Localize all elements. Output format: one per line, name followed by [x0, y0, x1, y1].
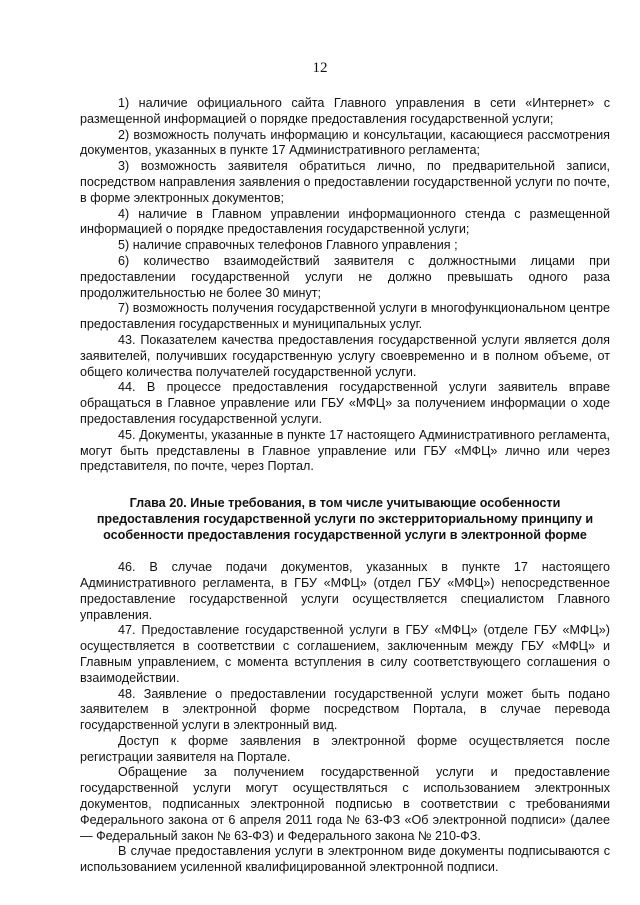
paragraph-item-3: 3) возможность заявителя обратиться лично, по предварительной записи, посредством направления заявления о предоставлении государственной услуги по почте, в форме электронных документов; — [80, 159, 610, 205]
chapter-heading — [80, 495, 610, 543]
paragraph-qualified-signature: В случае предоставления услуги в электронном виде документы подписываются с использованием усиленной квалифицированной электронной подписи. — [80, 844, 610, 875]
paragraph-item-5: 5) наличие справочных телефонов Главного управления ; — [118, 238, 458, 253]
paragraph-item-4: 4) наличие в Главном управлении информационного стенда с размещенной информацией о порядке предоставления государственной услуги; — [80, 206, 610, 237]
paragraph-46: 46. В случае подачи документов, указанных в пункте 17 настоящего Административного регламента, в ГБУ «МФЦ» (отдел ГБУ «МФЦ») непосредственное предоставление государственной услуги осуществляется специалистом Главного управления. — [80, 560, 610, 622]
chapter-heading-line-3: особенности предоставления государственной услуги в электронной форме — [103, 528, 587, 543]
paragraph-item-2: 2) возможность получать информацию и консультации, касающиеся рассмотрения документов, указанных в пункте 17 Административного регламента; — [80, 127, 610, 158]
paragraph-item-7: 7) возможность получения государственной услуги в многофункциональном центре предоставления государственных и муниципальных услуг. — [80, 301, 610, 332]
paragraph-43: 43. Показателем качества предоставления государственной услуги является доля заявителей, получивших государственную услугу своевременно и в полном объеме, от общего количества получателей государственной услуги. — [80, 332, 610, 379]
paragraph-item-6: 6) количество взаимодействий заявителя с должностными лицами при предоставлении государственной услуги не должно превышать одного раза продолжительностью не более 30 минут; — [80, 253, 610, 300]
paragraph-portal-access: Доступ к форме заявления в электронной форме осуществляется после регистрации заявителя на Портале. — [80, 733, 610, 764]
paragraph-47: 47. Предоставление государственной услуги в ГБУ «МФЦ» (отделе ГБУ «МФЦ») осуществляется в соответствии с соглашением, заключенным между ГБУ «МФЦ» и Главным управлением, с момента вступления в силу соответствующего соглашения о взаимодействии. — [80, 623, 610, 685]
paragraph-44: 44. В процессе предоставления государственной услуги заявитель вправе обращаться в Главное управление или ГБУ «МФЦ» за получением информации о ходе предоставления государственной услуги. — [80, 380, 610, 426]
paragraph-electronic-signature: Обращение за получением государственной услуги и предоставление государственной услуги могут осуществляться с использованием электронных документов, подписанных электронной подписью в соответствии с требованиями Федерального закона от 6 апреля 2011 года № 63-ФЗ «Об электронной подписи» (далее — Федеральный закон № 63-ФЗ) и Федерального закона № 210-ФЗ. — [80, 765, 610, 843]
paragraph-item-1: 1) наличие официального сайта Главного управления в сети «Интернет» с размещенной информацией о порядке предоставления государственной услуги; — [80, 96, 610, 126]
paragraph-45: 45. Документы, указанные в пункте 17 настоящего Административного регламента, могут быть представлены в Главное управление или ГБУ «МФЦ» лично или через представителя, по почте, через Портал. — [80, 427, 610, 474]
chapter-heading-line-1: Глава 20. Иные требования, в том числе учитывающие особенности — [129, 496, 561, 511]
chapter-heading-line-2: предоставления государственной услуги по экстерриториальному принципу и — [96, 512, 594, 527]
document-body — [80, 96, 610, 876]
paragraph-48: 48. Заявление о предоставлении государственной услуги может быть подано заявителем в электронной форме посредством Портала, в случае перевода государственной услуги в электронный вид. — [80, 686, 610, 733]
page-number: 12 — [312, 60, 328, 76]
